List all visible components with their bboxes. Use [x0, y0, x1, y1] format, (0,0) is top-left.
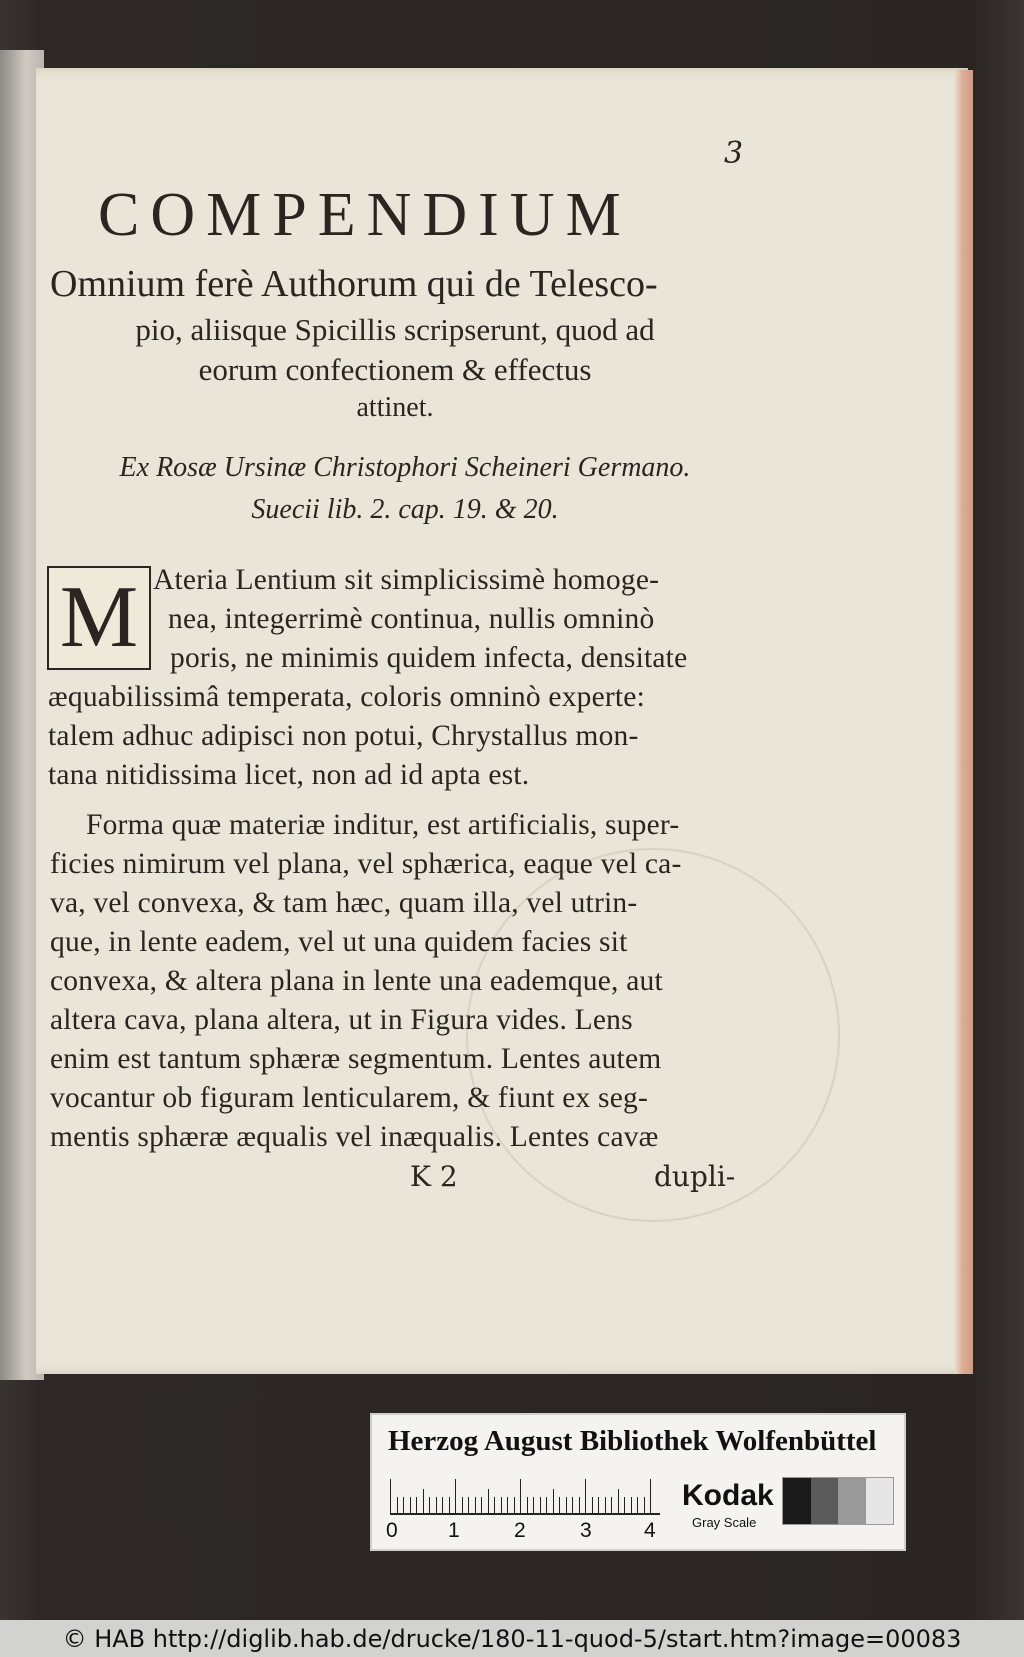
ruler-tick [559, 1497, 560, 1513]
ruler-tick [436, 1497, 437, 1513]
ruler-tick [553, 1489, 554, 1513]
ruler-tick [631, 1497, 632, 1513]
ruler-tick [423, 1489, 424, 1513]
page-title: COMPENDIUM [98, 181, 632, 249]
text-line: convexa, & altera plana in lente una eademque, aut [50, 965, 663, 997]
text-line: ficies nimirum vel plana, vel sphærica, eaque vel ca- [50, 848, 682, 880]
ruler-tick [540, 1497, 541, 1513]
ruler-tick [592, 1497, 593, 1513]
scale-number: 1 [448, 1519, 460, 1542]
text-line: æquabilissimâ temperata, coloris omninò experte: [48, 681, 645, 713]
text-line: talem adhuc adipisci non potui, Chrystallus mon- [48, 720, 639, 752]
scale-number: 4 [644, 1519, 656, 1542]
text-line: Ateria Lentium sit simplicissimè homoge- [153, 564, 660, 596]
ruler-tick [624, 1497, 625, 1513]
ruler-tick [637, 1497, 638, 1513]
ruler-tick [520, 1479, 521, 1513]
catchword: dupli- [654, 1160, 736, 1193]
ruler-tick [546, 1497, 547, 1513]
gray-patches [782, 1477, 894, 1525]
ruler-tick [494, 1497, 495, 1513]
initial-letter: M [59, 569, 139, 666]
ruler-tick [429, 1497, 430, 1513]
ruler-tick [514, 1497, 515, 1513]
signature-mark: K 2 [410, 1160, 458, 1193]
ruler-tick [598, 1497, 599, 1513]
color-calibration-card [370, 1413, 906, 1551]
library-name: Herzog August Bibliothek Wolfenbüttel [388, 1425, 877, 1457]
text-line: vocantur ob figuram lenticularem, & fiunt ex seg- [50, 1082, 648, 1114]
ruler-tick [611, 1497, 612, 1513]
ruler-tick [488, 1489, 489, 1513]
gray-patch [866, 1478, 894, 1524]
gray-patch [811, 1478, 839, 1524]
ruler-tick [644, 1497, 645, 1513]
subtitle-line: pio, aliisque Spicillis scripserunt, quod ad [135, 312, 655, 347]
subtitle-line: eorum confectionem & effectus [198, 352, 592, 387]
ruler-tick [462, 1497, 463, 1513]
ruler-tick [449, 1497, 450, 1513]
ruler-tick [501, 1497, 502, 1513]
ruler-tick [650, 1479, 651, 1513]
text-line: tana nitidissima licet, non ad id apta est. [48, 759, 530, 791]
ruler-tick [403, 1497, 404, 1513]
decorated-initial [47, 566, 151, 670]
subtitle-line: Omnium ferè Authorum qui de Telesco- [50, 263, 658, 305]
source-line: Suecii lib. 2. cap. 19. & 20. [251, 494, 559, 525]
ruler-tick [442, 1497, 443, 1513]
footer-bar [0, 1620, 1024, 1657]
ruler-tick [390, 1479, 391, 1513]
scale-number: 0 [386, 1519, 398, 1542]
ruler-tick [579, 1497, 580, 1513]
text-line: altera cava, plana altera, ut in Figura vides. Lens [50, 1004, 633, 1036]
kodak-logo: Kodak [682, 1479, 774, 1512]
ruler-tick [527, 1497, 528, 1513]
ruler-tick [572, 1497, 573, 1513]
scale-ruler [390, 1473, 660, 1515]
text-line: Forma quæ materiæ inditur, est artificialis, super- [86, 809, 680, 841]
ruler-tick [507, 1497, 508, 1513]
ruler-tick [416, 1497, 417, 1513]
text-line: nea, integerrimè continua, nullis omninò [168, 603, 655, 635]
page-edge [955, 70, 973, 1374]
text-line: enim est tantum sphæræ segmentum. Lentes autem [50, 1043, 662, 1075]
ruler-tick [397, 1497, 398, 1513]
text-line: que, in lente eadem, vel ut una quidem facies sit [50, 926, 628, 958]
source-line: Ex Rosæ Ursinæ Christophori Scheineri Germano. [119, 452, 691, 483]
ruler-tick [468, 1497, 469, 1513]
ruler-tick [533, 1497, 534, 1513]
text-line: va, vel convexa, & tam hæc, quam illa, vel utrin- [50, 887, 638, 919]
ruler-tick [455, 1479, 456, 1513]
page-number: 3 [724, 136, 744, 171]
gray-patch [838, 1478, 866, 1524]
scale-number: 3 [580, 1519, 592, 1542]
copyright-text: © HAB http://diglib.hab.de/drucke/180-11-quod-5/start.htm?image=00083 [62, 1624, 962, 1653]
text-line: poris, ne minimis quidem infecta, densitate [170, 642, 688, 674]
ruler-tick [475, 1497, 476, 1513]
ruler-tick [566, 1497, 567, 1513]
ruler-tick [618, 1489, 619, 1513]
ruler-tick [410, 1497, 411, 1513]
ruler-tick [481, 1497, 482, 1513]
scale-number: 2 [514, 1519, 526, 1542]
gray-scale-label: Gray Scale [692, 1515, 757, 1530]
text-line: mentis sphæræ æqualis vel inæqualis. Lentes cavæ [50, 1121, 659, 1153]
ruler-tick [605, 1497, 606, 1513]
gray-patch [783, 1478, 811, 1524]
subtitle-line: attinet. [356, 392, 434, 423]
ruler-tick [585, 1479, 586, 1513]
